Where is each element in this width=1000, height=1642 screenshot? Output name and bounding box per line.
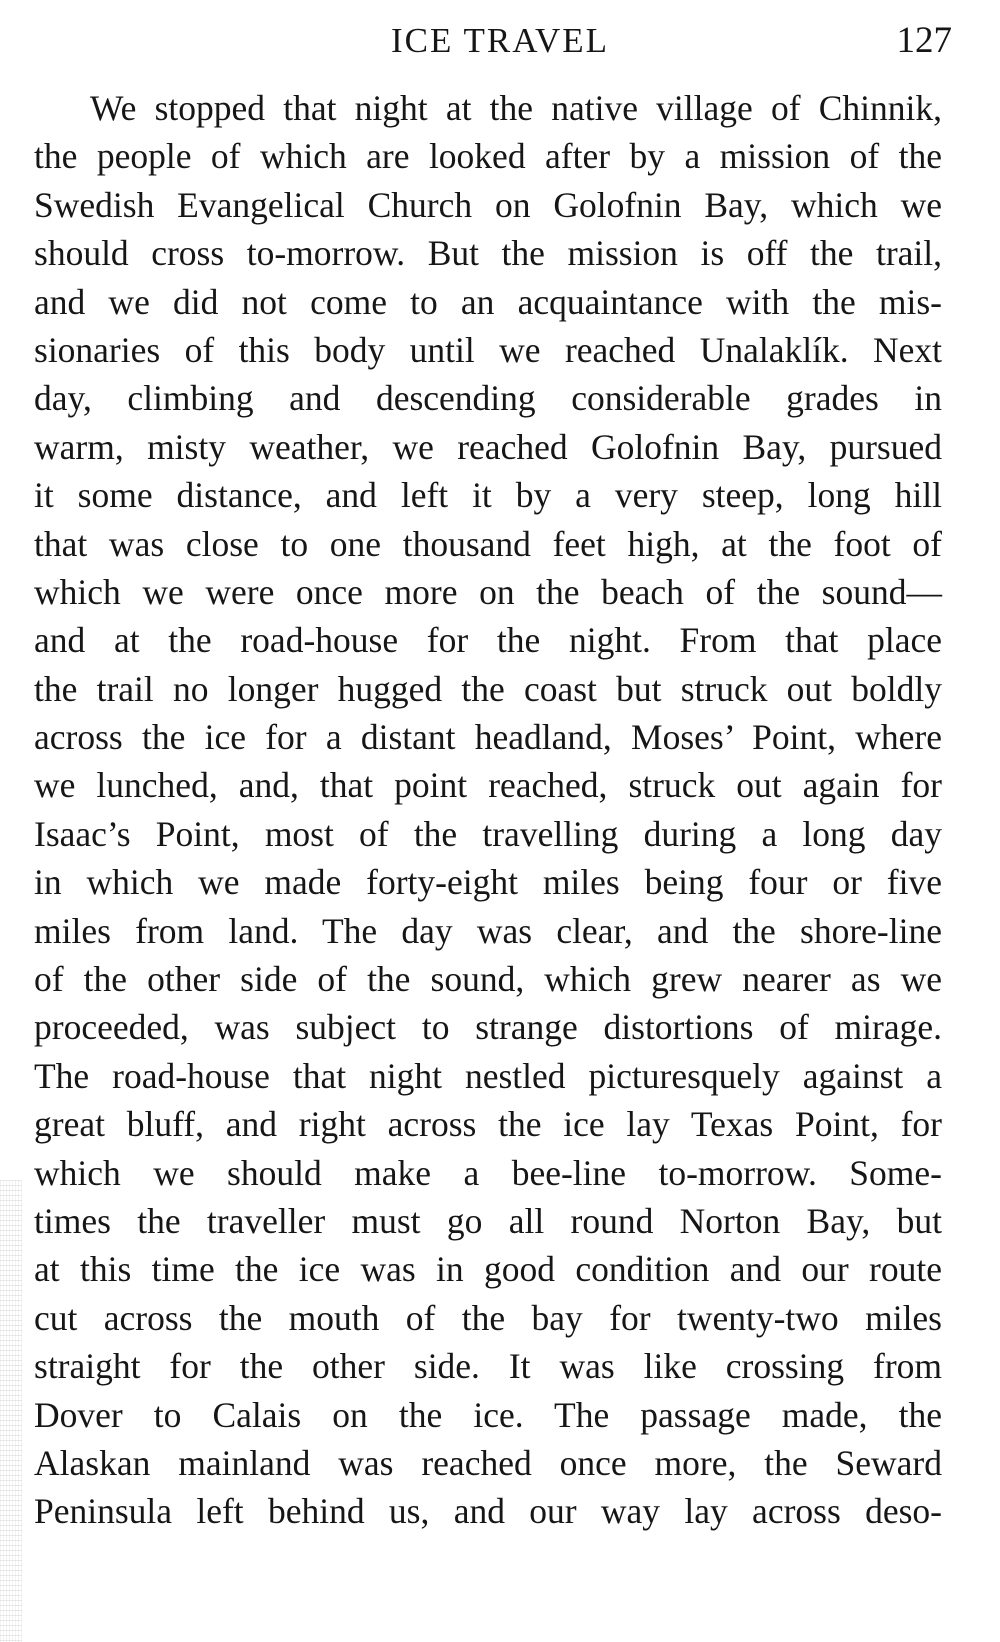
text-line: the people of which are looked after by a mission of the: [34, 136, 942, 177]
text-line: in which we made forty-eight miles being four or five: [34, 862, 942, 903]
text-line: the trail no longer hugged the coast but struck out boldly: [34, 668, 942, 709]
text-line: which we were once more on the beach of the sound—: [34, 571, 942, 612]
text-line: we lunched, and, that point reached, struck out again for: [34, 765, 942, 806]
text-line: We stopped that night at the native village of Chinnik,: [90, 88, 942, 128]
text-line: that was close to one thousand feet high, at the foot of: [34, 523, 942, 564]
text-line: and at the road-house for the night. From that place: [34, 620, 942, 661]
text-line: straight for the other side. It was like crossing from: [34, 1346, 942, 1387]
text-line: sionaries of this body until we reached Unalaklík. Next: [34, 329, 942, 370]
text-line: times the traveller must go all round Norton Bay, but: [34, 1200, 942, 1241]
text-line: Isaac’s Point, most of the travelling during a long day: [34, 813, 942, 854]
text-line: Peninsula left behind us, and our way lay across deso-: [34, 1491, 942, 1532]
text-line: across the ice for a distant headland, Moses’ Point, where: [34, 717, 942, 758]
page-number: 127: [896, 20, 952, 61]
text-line: Swedish Evangelical Church on Golofnin Bay, which we: [34, 184, 942, 225]
text-line: cut across the mouth of the bay for twenty-two miles: [34, 1297, 942, 1338]
text-line: which we should make a bee-line to-morrow. Some-: [34, 1152, 942, 1193]
text-line: proceeded, was subject to strange distortions of mirage.: [34, 1007, 942, 1048]
running-head: [0, 16, 1000, 66]
text-line: day, climbing and descending considerable grades in: [34, 378, 942, 419]
text-line: at this time the ice was in good condition and our route: [34, 1249, 942, 1290]
page-edge-shadow: [0, 1180, 22, 1642]
text-line: Dover to Calais on the ice. The passage made, the: [34, 1394, 942, 1435]
text-line: The road-house that night nestled picturesquely against a: [34, 1055, 942, 1096]
text-line: and we did not come to an acquaintance with the mis-: [34, 281, 942, 322]
text-line: should cross to-morrow. But the mission is off the trail,: [34, 233, 942, 274]
text-line: Alaskan mainland was reached once more, the Seward: [34, 1442, 942, 1483]
body-paragraph: [34, 84, 942, 1536]
text-line: great bluff, and right across the ice lay Texas Point, for: [34, 1104, 942, 1145]
text-line: warm, misty weather, we reached Golofnin Bay, pursued: [34, 426, 942, 467]
text-line: miles from land. The day was clear, and the shore-line: [34, 910, 942, 951]
text-line: of the other side of the sound, which grew nearer as we: [34, 959, 942, 1000]
running-title: ICE TRAVEL: [390, 21, 610, 60]
text-line: it some distance, and left it by a very steep, long hill: [34, 475, 942, 516]
